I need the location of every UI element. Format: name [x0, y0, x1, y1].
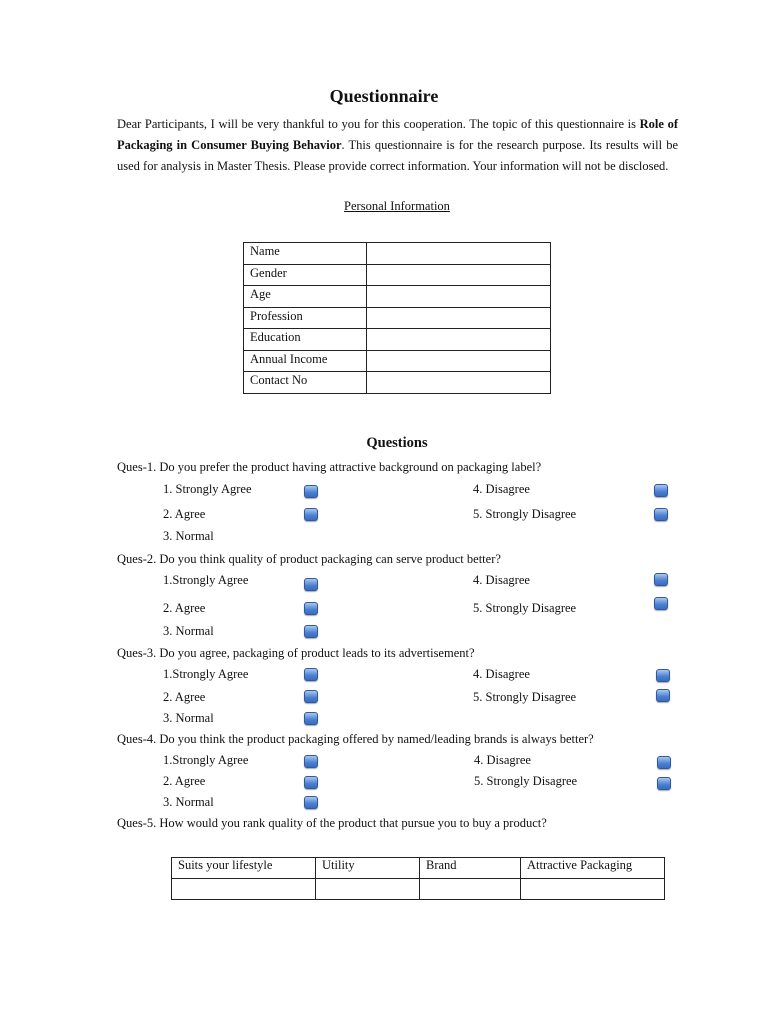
table-row [244, 243, 551, 265]
rank-utility-cell[interactable] [316, 879, 420, 900]
personal-info-table [243, 242, 551, 394]
rank-table [171, 857, 665, 900]
field-label: Name [244, 243, 367, 265]
intro-text-start: Dear Participants, I will be very thankful to you for this cooperation. The topic of this questionnaire is [117, 117, 640, 131]
question-2-text: Ques-2. Do you think quality of product packaging can serve product better? [117, 552, 501, 566]
rank-packaging-cell[interactable] [521, 879, 665, 900]
option-label: 3. Normal [163, 795, 214, 809]
option-label: 5. Strongly Disagree [473, 601, 577, 615]
q4-strongly-disagree-radio[interactable] [657, 777, 671, 790]
q2-strongly-disagree-radio[interactable] [654, 597, 668, 610]
name-field[interactable] [367, 243, 551, 265]
field-label: Age [244, 286, 367, 308]
option-label: 4. Disagree [473, 667, 530, 681]
option-label: 1.Strongly Agree [163, 667, 249, 681]
q4-normal-radio[interactable] [304, 796, 318, 809]
option-label: 5. Strongly Disagree [473, 507, 577, 521]
option-label: 1. Strongly Agree [163, 482, 252, 496]
field-label: Annual Income [244, 350, 367, 372]
personal-info-label: Personal Information [344, 199, 450, 213]
profession-field[interactable] [367, 307, 551, 329]
field-label: Profession [244, 307, 367, 329]
table-row [172, 858, 665, 879]
q1-disagree-radio[interactable] [654, 484, 668, 497]
option-label: 5. Strongly Disagree [474, 774, 578, 788]
option-label: 3. Normal [163, 529, 214, 543]
question-5-text: Ques-5. How would you rank quality of the product that pursue you to buy a product? [117, 816, 547, 830]
contact-no-field[interactable] [367, 372, 551, 394]
intro-paragraph [117, 114, 678, 177]
option-label: 2. Agree [163, 601, 206, 615]
option-label: 2. Agree [163, 774, 206, 788]
table-row [244, 350, 551, 372]
option-label: 2. Agree [163, 507, 206, 521]
page-title: Questionnaire [329, 86, 439, 106]
q3-normal-radio[interactable] [304, 712, 318, 725]
rank-brand-cell[interactable] [420, 879, 521, 900]
annual-income-field[interactable] [367, 350, 551, 372]
rank-header: Suits your lifestyle [172, 858, 316, 879]
q4-strongly-agree-radio[interactable] [304, 755, 318, 768]
option-label: 4. Disagree [474, 753, 531, 767]
question-3-text: Ques-3. Do you agree, packaging of product leads to its advertisement? [117, 646, 475, 660]
option-label: 3. Normal [163, 624, 214, 638]
q2-normal-radio[interactable] [304, 625, 318, 638]
rank-header: Utility [316, 858, 420, 879]
table-row [172, 879, 665, 900]
q2-strongly-agree-radio[interactable] [304, 578, 318, 591]
option-label: 2. Agree [163, 690, 206, 704]
q3-strongly-agree-radio[interactable] [304, 668, 318, 681]
q1-strongly-agree-radio[interactable] [304, 485, 318, 498]
intro-text-end: . This questionnaire is for the research purpose. Its results will be used for analysis in Master Thesis. Please provide correct information. Your information will not be disclosed. [117, 138, 679, 173]
option-label: 4. Disagree [473, 482, 530, 496]
age-field[interactable] [367, 286, 551, 308]
q4-agree-radio[interactable] [304, 776, 318, 789]
q1-agree-radio[interactable] [304, 508, 318, 521]
field-label: Gender [244, 264, 367, 286]
q2-disagree-radio[interactable] [654, 573, 668, 586]
question-4-text: Ques-4. Do you think the product packaging offered by named/leading brands is always better? [117, 732, 594, 746]
rank-header: Attractive Packaging [521, 858, 665, 879]
intro-topic: Role of Packaging in Consumer Buying Behavior [117, 117, 678, 152]
rank-header: Brand [420, 858, 521, 879]
option-label: 3. Normal [163, 711, 214, 725]
option-label: 1.Strongly Agree [163, 753, 249, 767]
table-row [244, 286, 551, 308]
q3-disagree-radio[interactable] [656, 669, 670, 682]
rank-lifestyle-cell[interactable] [172, 879, 316, 900]
q2-agree-radio[interactable] [304, 602, 318, 615]
option-label: 5. Strongly Disagree [473, 690, 577, 704]
table-row [244, 264, 551, 286]
table-row [244, 307, 551, 329]
field-label: Contact No [244, 372, 367, 394]
q3-strongly-disagree-radio[interactable] [656, 689, 670, 702]
q4-disagree-radio[interactable] [657, 756, 671, 769]
gender-field[interactable] [367, 264, 551, 286]
q3-agree-radio[interactable] [304, 690, 318, 703]
education-field[interactable] [367, 329, 551, 351]
option-label: 4. Disagree [473, 573, 530, 587]
q1-strongly-disagree-radio[interactable] [654, 508, 668, 521]
field-label: Education [244, 329, 367, 351]
table-row [244, 372, 551, 394]
option-label: 1.Strongly Agree [163, 573, 249, 587]
questions-heading: Questions [366, 435, 428, 451]
table-row [244, 329, 551, 351]
question-1-text: Ques-1. Do you prefer the product having attractive background on packaging label? [117, 460, 542, 474]
